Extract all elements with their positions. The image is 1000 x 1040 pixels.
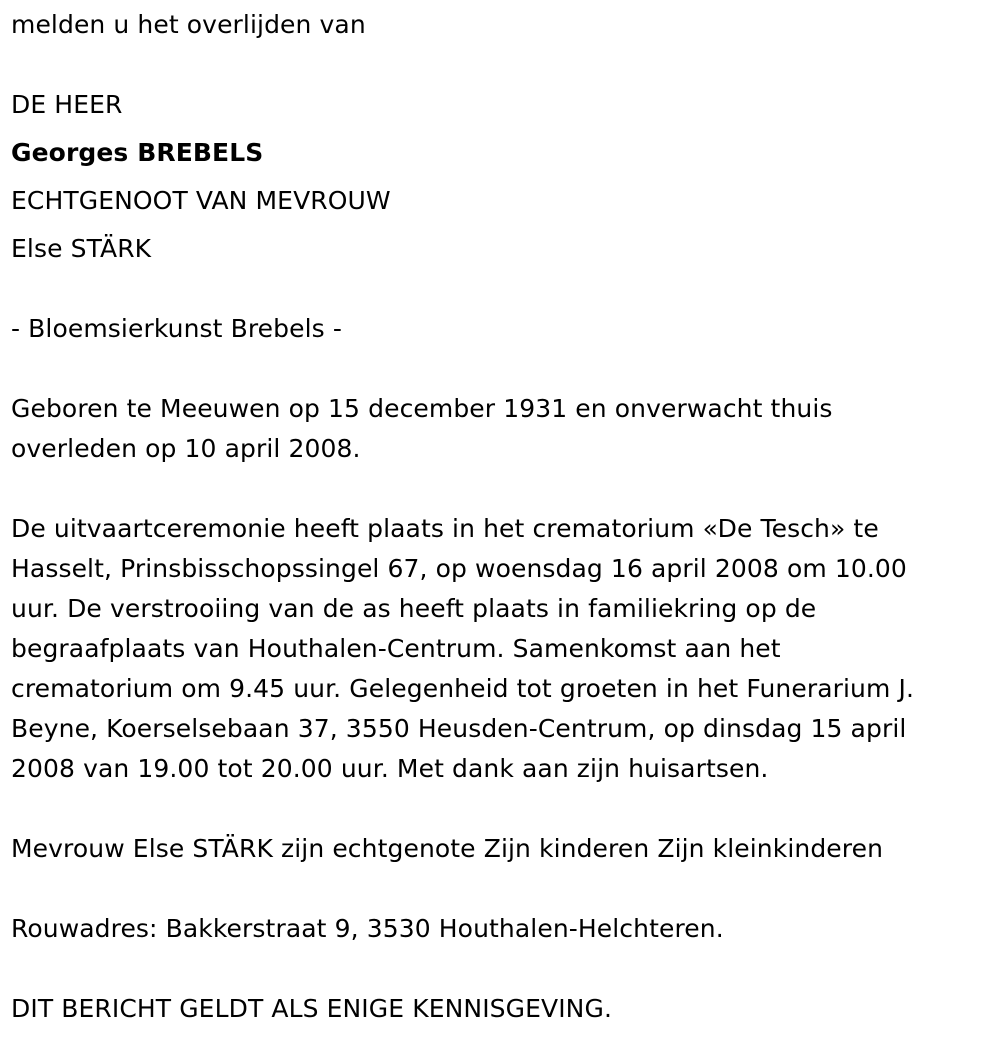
ceremony-line-3: uur. De verstrooiing van de as heeft plaats in familiekring op de (11, 594, 817, 623)
address-text: Rouwadres: Bakkerstraat 9, 3530 Houthalen-Helchteren. (11, 914, 724, 943)
business-text: - Bloemsierkunst Brebels - (11, 314, 342, 343)
ceremony-line-7: 2008 van 19.00 tot 20.00 uur. Met dank aan zijn huisartsen. (11, 754, 769, 783)
ceremony-line-6: Beyne, Koerselsebaan 37, 3550 Heusden-Centrum, op dinsdag 15 april (11, 714, 907, 743)
closing-text: DIT BERICHT GELDT ALS ENIGE KENNISGEVING. (11, 994, 612, 1023)
deceased-name: Georges BREBELS (11, 138, 264, 167)
relation-text: ECHTGENOOT VAN MEVROUW (11, 186, 391, 215)
birth-line-1: Geboren te Meeuwen op 15 december 1931 en onverwacht thuis (11, 394, 833, 423)
ceremony-line-5: crematorium om 9.45 uur. Gelegenheid tot groeten in het Funerarium J. (11, 674, 915, 703)
family-text: Mevrouw Else STÄRK zijn echtgenote Zijn kinderen Zijn kleinkinderen (11, 834, 884, 863)
title-text: DE HEER (11, 90, 123, 119)
ceremony-line-2: Hasselt, Prinsbisschopssingel 67, op woensdag 16 april 2008 om 10.00 (11, 554, 907, 583)
ceremony-line-1: De uitvaartceremonie heeft plaats in het crematorium «De Tesch» te (11, 514, 879, 543)
birth-line-2: overleden op 10 april 2008. (11, 434, 361, 463)
spouse-name: Else STÄRK (11, 234, 152, 263)
intro-text: melden u het overlijden van (11, 10, 366, 39)
ceremony-line-4: begraafplaats van Houthalen-Centrum. Samenkomst aan het (11, 634, 781, 663)
